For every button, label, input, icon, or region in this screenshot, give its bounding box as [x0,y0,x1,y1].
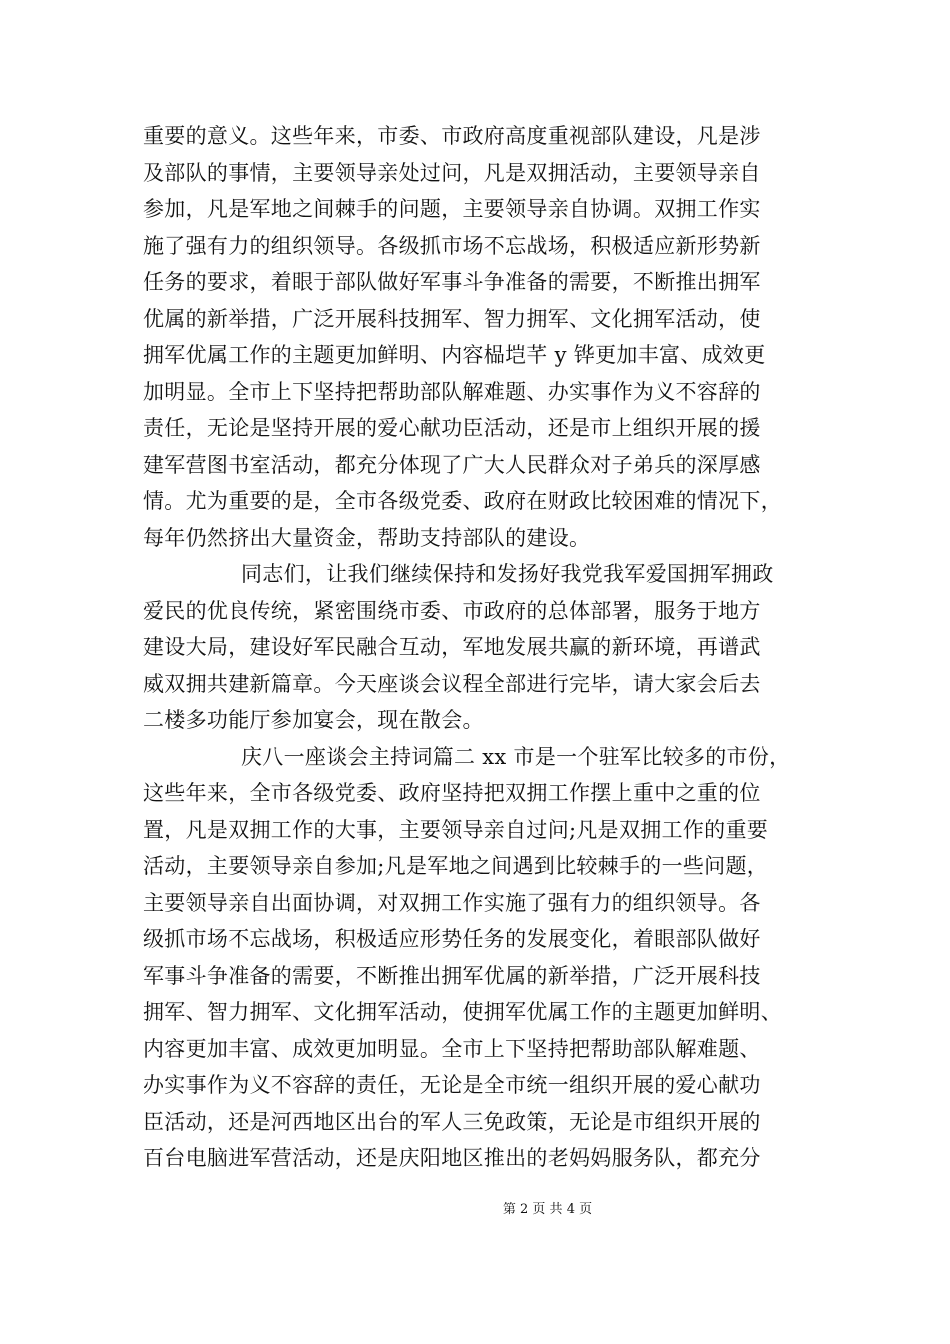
text-line: 建军营图书室活动，都充分体现了广大人民群众对子弟兵的深厚感 [143,452,761,477]
text-line: 施了强有力的组织领导。各级抓市场不忘战场，积极适应新形势新 [143,233,761,258]
text-line: 情。尤为重要的是，全市各级党委、政府在财政比较困难的情况下， [143,489,782,513]
text-line: 内容更加丰富、成效更加明显。全市上下坚持把帮助部队解难题、 [143,1036,761,1061]
text-line: 及部队的事情，主要领导亲处过问，凡是双拥活动，主要领导亲自 [143,160,761,185]
text-line: 责任，无论是坚持开展的爱心献功臣活动，还是市上组织开展的援 [143,416,761,440]
text-line: 级抓市场不忘战场，积极适应形势任务的发展变化，着眼部队做好 [143,927,761,951]
page-number: 第 2 页 共 4 页 [502,1202,593,1217]
text-line: 置，凡是双拥工作的大事，主要领导亲自过问;凡是双拥工作的重要 [143,817,769,842]
text-line: 臣活动，还是河西地区出台的军人三免政策，无论是市组织开展的 [143,1109,761,1134]
text-line: 办实事作为义不容辞的责任，无论是全市统一组织开展的爱心献功 [143,1073,761,1097]
text-line: 拥军、智力拥军、文化拥军活动，使拥军优属工作的主题更加鲜明、 [143,1000,782,1024]
text-line: 拥军优属工作的主题更加鲜明、内容榀垲芊 y 铧更加丰富、成效更 [143,343,766,367]
text-line: 百台电脑进军营活动，还是庆阳地区推出的老妈妈服务队，都充分 [143,1146,761,1170]
paragraph-start-line: 庆八一座谈会主持词篇二 xx 市是一个驻军比较多的市份， [241,744,791,769]
text-line: 主要领导亲自出面协调，对双拥工作实施了强有力的组织领导。各 [143,890,761,915]
paragraph-start-line: 同志们，让我们继续保持和发扬好我党我军爱国拥军拥政 [241,562,774,586]
text-line: 这些年来，全市各级党委、政府坚持把双拥工作摆上重中之重的位 [143,781,761,805]
text-line: 活动，主要领导亲自参加;凡是军地之间遇到比较棘手的一些问题， [143,854,769,878]
text-line: 每年仍然挤出大量资金，帮助支持部队的建设。 [143,525,591,550]
body-text [143,118,823,1177]
text-line: 参加，凡是军地之间棘手的问题，主要领导亲自协调。双拥工作实 [143,197,761,221]
text-line: 二楼多功能厅参加宴会，现在散会。 [143,708,484,732]
text-line: 重要的意义。这些年来，市委、市政府高度重视部队建设，凡是涉 [143,124,761,148]
text-line: 威双拥共建新篇章。今天座谈会议程全部进行完毕，请大家会后去 [143,671,761,696]
text-line: 建设大局，建设好军民融合互动，军地发展共赢的新环境，再谱武 [143,635,761,659]
text-line: 军事斗争准备的需要，不断推出拥军优属的新举措，广泛开展科技 [143,963,761,988]
text-line: 爱民的优良传统，紧密围绕市委、市政府的总体部署，服务于地方 [143,598,761,623]
text-line: 优属的新举措，广泛开展科技拥军、智力拥军、文化拥军活动，使 [143,306,761,331]
text-line: 任务的要求，着眼于部队做好军事斗争准备的需要，不断推出拥军 [143,270,761,294]
text-line: 加明显。全市上下坚持把帮助部队解难题、办实事作为义不容辞的 [143,379,761,404]
page-footer [0,1200,950,1220]
